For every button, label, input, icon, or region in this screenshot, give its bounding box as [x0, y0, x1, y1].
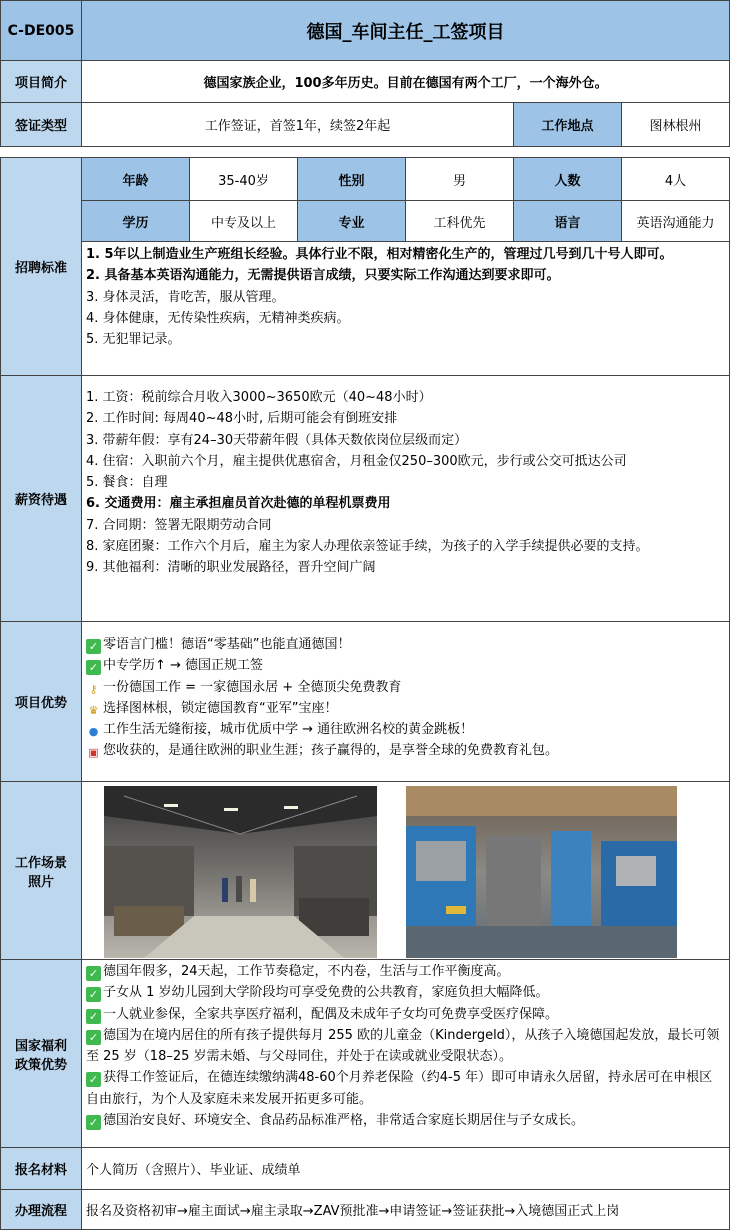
globe-icon: ● [88, 725, 99, 739]
advantages-list [82, 622, 730, 782]
welfare-list [82, 960, 730, 1148]
location-value: 图林根州 [622, 103, 730, 147]
advantage-item: ♛ 选择图林根，锁定德国教育“亚军”宝座！ [86, 698, 725, 719]
salary-item: 4. 住宿：入职前六个月，雇主提供优惠宿舍，月租金仅250–300欧元，步行或公交可抵达公司 [86, 453, 627, 469]
recruit-requirements [82, 242, 730, 376]
trophy-icon: ♛ [88, 703, 99, 717]
check-icon: ✓ [86, 639, 101, 654]
age-value: 35-40岁 [190, 158, 298, 201]
check-icon: ✓ [86, 1115, 101, 1130]
welfare-item: ✓ 获得工作签证后，在德连续缴纳满48-60个月养老保险（约4-5 年）即可申请永久居留，持永居可在申根区自由旅行，为个人及家庭未来发展开拓更多可能。 [86, 1070, 713, 1107]
salary-item: 8. 家庭团聚：工作六个月后，雇主为家人办理依亲签证手续，为孩子的入学手续提供必要的支持。 [86, 539, 649, 555]
advantage-item: ✓ 中专学历↑ → 德国正规工签 [86, 655, 725, 676]
intro-label: 项目简介 [1, 61, 82, 103]
main-table [0, 157, 730, 1230]
header-table [0, 0, 730, 147]
salary-item: 1. 工资：税前综合月收入3000~3650欧元（40~48小时） [86, 390, 432, 405]
major-label: 专业 [298, 201, 406, 242]
edu-label: 学历 [82, 201, 190, 242]
requirement-item: 4. 身体健康，无传染性疾病，无精神类疾病。 [86, 310, 350, 326]
welfare-label: 国家福利 政策优势 [1, 960, 82, 1148]
count-label: 人数 [514, 158, 622, 201]
salary-item: 3. 带薪年假：享有24–30天带薪年假（具体天数依岗位层级而定） [86, 432, 468, 448]
advantage-item: ✓ 零语言门槛！德语“零基础”也能直通德国！ [86, 634, 725, 655]
materials-label: 报名材料 [1, 1148, 82, 1190]
welfare-item: ✓ 子女从 1 岁幼儿园到大学阶段均可享受免费的公共教育，家庭负担大幅降低。 [86, 982, 725, 1003]
requirement-item: 1. 5年以上制造业生产班组长经验。具体行业不限，相对精密化生产的，管理过几号到几十号人即可。 [86, 247, 673, 262]
count-value: 4人 [622, 158, 730, 201]
photos-cell [82, 782, 730, 960]
intro-text: 德国家族企业，100多年历史。目前在德国有两个工厂，一个海外仓。 [82, 61, 730, 103]
gender-label: 性别 [298, 158, 406, 201]
lang-label: 语言 [514, 201, 622, 242]
salary-item: 5. 餐食：自理 [86, 475, 168, 491]
salary-item: 2. 工作时间: 每周40~48小时, 后期可能会有倒班安排 [86, 411, 398, 427]
advantage-item: ▣ 您收获的，是通往欧洲的职业生涯；孩子赢得的，是享誉全球的免费教育礼包。 [86, 740, 725, 761]
salary-item: 6. 交通费用：雇主承担雇员首次赴德的单程机票费用 [86, 496, 391, 512]
check-icon: ✓ [86, 1009, 101, 1024]
page-title: 德国_车间主任_工签项目 [82, 1, 730, 61]
process-text: 报名及资格初审→雇主面试→雇主录取→ZAV预批准→申请签证→签证获批→入境德国正式上岗 [82, 1190, 730, 1230]
requirement-item: 3. 身体灵活，肯吃苦，服从管理。 [86, 289, 285, 305]
salary-label: 薪资待遇 [1, 376, 82, 622]
process-label: 办理流程 [1, 1190, 82, 1230]
visa-text: 工作签证，首签1年，续签2年起 [82, 103, 514, 147]
welfare-item: ✓ 德国年假多，24天起，工作节奏稳定，不内卷，生活与工作平衡度高。 [86, 961, 725, 982]
gender-value: 男 [406, 158, 514, 201]
salary-item: 9. 其他福利：清晰的职业发展路径，晋升空间广阔 [86, 560, 376, 576]
machines-photo [406, 786, 677, 958]
advantages-label: 项目优势 [1, 622, 82, 782]
requirement-item: 5. 无犯罪记录。 [86, 332, 181, 348]
gift-icon: ▣ [88, 746, 99, 760]
project-code: C-DE005 [1, 1, 82, 61]
recruit-label: 招聘标准 [1, 158, 82, 376]
welfare-item: ✓ 德国为在境内居住的所有孩子提供每月 255 欧的儿童金（Kindergeld），从孩子入境德国起发放，最长可领至 25 岁（18–25 岁需未婚、与父母同住，并处于在读或就业受限状态）。 [86, 1027, 720, 1065]
age-label: 年龄 [82, 158, 190, 201]
salary-list [82, 376, 730, 622]
photos-label: 工作场景 照片 [1, 782, 82, 960]
major-value: 工科优先 [406, 201, 514, 242]
check-icon: ✓ [86, 1030, 101, 1045]
check-icon: ✓ [86, 987, 101, 1002]
salary-item: 7. 合同期：签署无限期劳动合同 [86, 517, 272, 533]
welfare-item: ✓ 一人就业参保，全家共享医疗福利，配偶及未成年子女均可免费享受医疗保障。 [86, 1004, 725, 1025]
advantage-item: ● 工作生活无缝衔接，城市优质中学 → 通往欧洲名校的黄金跳板！ [86, 719, 725, 740]
key-icon: ⚷ [89, 682, 98, 696]
welfare-item: ✓ 德国治安良好、环境安全、食品药品标准严格，非常适合家庭长期居住与子女成长。 [86, 1110, 725, 1131]
warehouse-photo [104, 786, 377, 958]
materials-text: 个人简历（含照片）、毕业证、成绩单 [82, 1148, 730, 1190]
check-icon: ✓ [86, 1072, 101, 1087]
check-icon: ✓ [86, 660, 101, 675]
lang-value: 英语沟通能力 [622, 201, 730, 242]
check-icon: ✓ [86, 966, 101, 981]
requirement-item: 2. 具备基本英语沟通能力，无需提供语言成绩，只要实际工作沟通达到要求即可。 [86, 268, 560, 284]
location-label: 工作地点 [514, 103, 622, 147]
advantage-item: ⚷ 一份德国工作 = 一家德国永居 + 全德顶尖免费教育 [86, 677, 725, 698]
edu-value: 中专及以上 [190, 201, 298, 242]
visa-label: 签证类型 [1, 103, 82, 147]
